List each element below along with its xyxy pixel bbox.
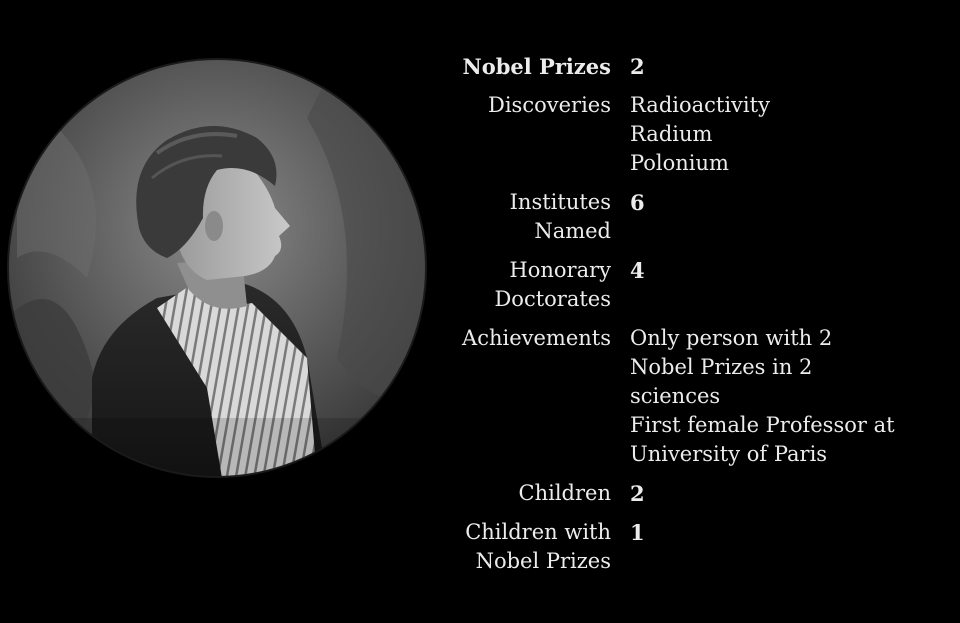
fact-label: Honorary Doctorates — [494, 258, 611, 311]
fact-value: 2 — [630, 54, 645, 79]
fact-row-institutes-named — [440, 188, 940, 246]
portrait-photo — [7, 58, 427, 478]
fact-label: Children with Nobel Prizes — [465, 520, 611, 573]
fact-row-children-with-nobel-prizes — [440, 518, 940, 576]
fact-row-nobel-prizes — [440, 52, 940, 81]
fact-label: Institutes Named — [509, 190, 611, 243]
fact-row-achievements — [440, 324, 940, 469]
fact-label: Discoveries — [488, 93, 611, 117]
facts-table — [440, 52, 940, 586]
portrait-svg — [7, 58, 427, 478]
fact-value: Radioactivity Radium Polonium — [630, 93, 770, 175]
fact-value: 2 — [630, 481, 645, 506]
fact-label: Children — [518, 481, 611, 505]
fact-row-honorary-doctorates — [440, 256, 940, 314]
fact-value: 4 — [630, 258, 645, 283]
fact-value: 1 — [630, 520, 645, 545]
fact-label: Nobel Prizes — [462, 54, 611, 79]
fact-value: 6 — [630, 190, 645, 215]
fact-value: Only person with 2 Nobel Prizes in 2 sciences First female Professor at University of Paris — [630, 326, 895, 466]
fact-row-discoveries — [440, 91, 940, 178]
fact-label: Achievements — [462, 326, 611, 350]
fact-row-children — [440, 479, 940, 508]
